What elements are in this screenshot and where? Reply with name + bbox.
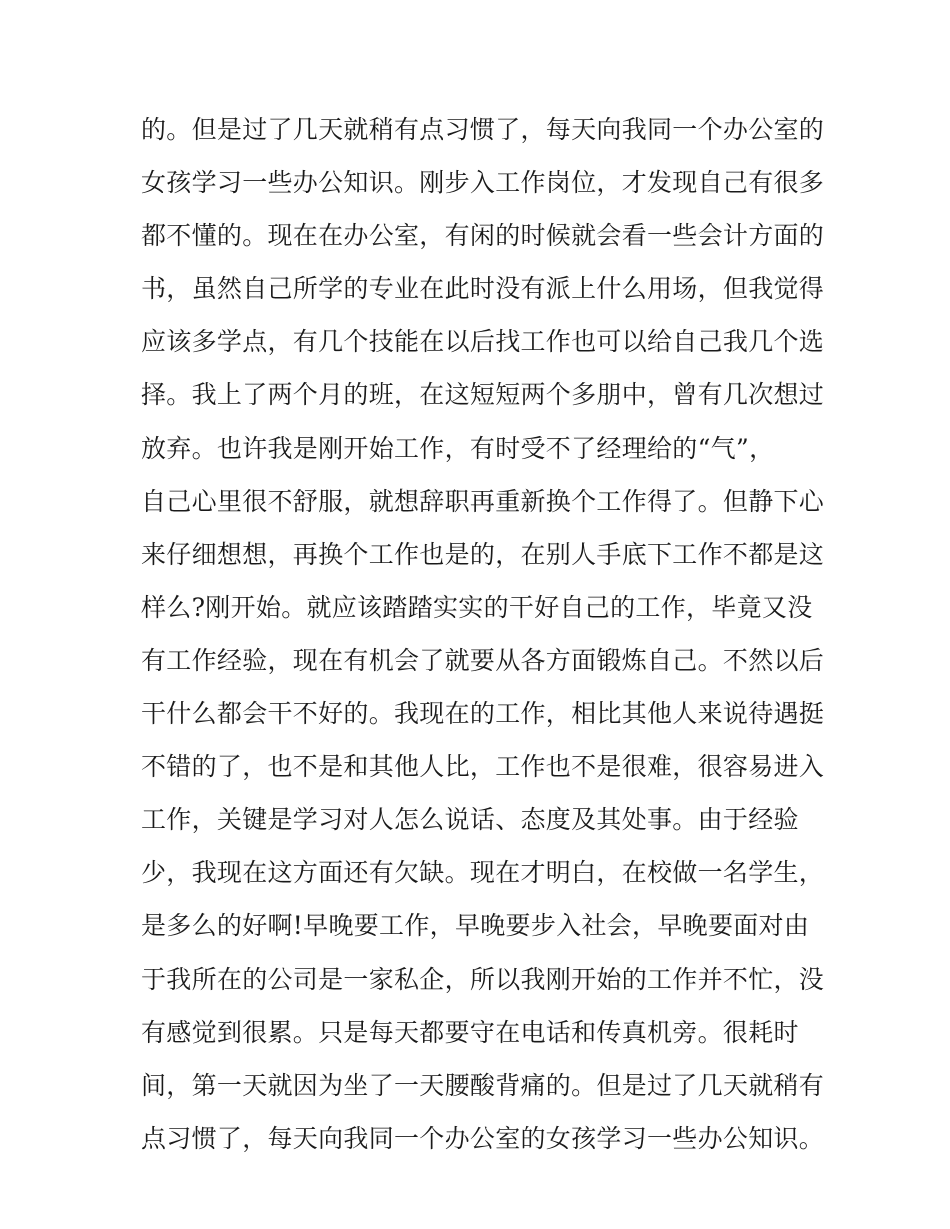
text-line: 少，我现在这方面还有欠缺。现在才明白，在校做一名学生， <box>141 858 825 888</box>
text-line: 不错的了，也不是和其他人比，工作也不是很难，很容易进入 <box>141 752 825 782</box>
text-line: 放弃。也许我是刚开始工作，有时受不了经理给的“气”， <box>141 433 775 463</box>
text-line: 于我所在的公司是一家私企，所以我刚开始的工作并不忙，没 <box>141 964 825 994</box>
text-line: 工作，关键是学习对人怎么说话、态度及其处事。由于经验 <box>141 805 799 835</box>
text-line: 自己心里很不舒服，就想辞职再重新换个工作得了。但静下心 <box>141 486 825 516</box>
text-line: 样么?刚开始。就应该踏踏实实的干好自己的工作，毕竟又没 <box>141 592 813 622</box>
text-line: 间，第一天就因为坐了一天腰酸背痛的。但是过了几天就稍有 <box>141 1070 825 1100</box>
text-line: 女孩学习一些办公知识。刚步入工作岗位，才发现自己有很多 <box>141 168 825 198</box>
text-line: 有工作经验，现在有机会了就要从各方面锻炼自己。不然以后 <box>141 645 825 675</box>
text-line: 书，虽然自己所学的专业在此时没有派上什么用场，但我觉得 <box>141 274 825 304</box>
text-line: 是多么的好啊!早晚要工作，早晚要步入社会，早晚要面对由 <box>141 911 810 941</box>
body-text <box>141 103 831 1165</box>
text-line: 应该多学点，有几个技能在以后找工作也可以给自己我几个选 <box>141 327 825 357</box>
text-line: 点习惯了，每天向我同一个办公室的女孩学习一些办公知识。 <box>141 1123 825 1153</box>
text-line: 来仔细想想，再换个工作也是的，在别人手底下工作不都是这 <box>141 539 825 569</box>
text-line: 的。但是过了几天就稍有点习惯了，每天向我同一个办公室的 <box>141 115 825 144</box>
text-line: 干什么都会干不好的。我现在的工作，相比其他人来说待遇挺 <box>141 699 825 729</box>
text-line: 都不懂的。现在在办公室，有闲的时候就会看一些会计方面的 <box>141 221 825 251</box>
text-line: 有感觉到很累。只是每天都要守在电话和传真机旁。很耗时 <box>141 1017 799 1047</box>
text-line: 择。我上了两个月的班，在这短短两个多朋中，曾有几次想过 <box>141 380 825 410</box>
